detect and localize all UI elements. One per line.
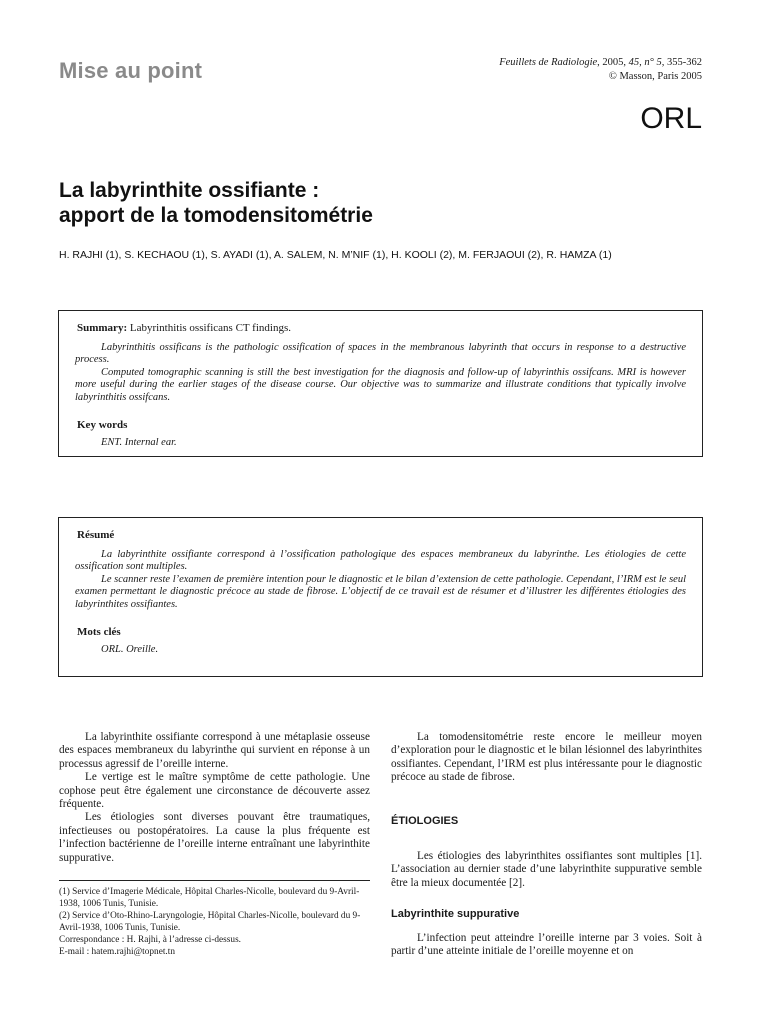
summary-paragraph: Computed tomographic scanning is still the best investigation for the diagnosis and follow-up of labyrinthis ossifcans. MRI is however more useful during the earlier stages of the disease course. Our objective was to summarize and illustrate conditions that typically involve labyrinthitis ossifcans. bbox=[75, 366, 686, 403]
journal-citation bbox=[499, 56, 702, 84]
title-line-2: apport de la tomodensitométrie bbox=[59, 204, 373, 227]
keywords: ENT. Internal ear. bbox=[101, 437, 177, 449]
journal-volume: 45, n° 5, bbox=[628, 57, 665, 68]
mots-cles-title: Mots clés bbox=[77, 625, 121, 638]
subsection-heading-suppurative: Labyrinthite suppurative bbox=[391, 908, 520, 921]
journal-year: , 2005, bbox=[597, 57, 629, 68]
section-label: Mise au point bbox=[59, 58, 203, 83]
section-heading-etiologies: ÉTIOLOGIES bbox=[391, 814, 459, 827]
body-left-column bbox=[59, 731, 370, 865]
mots-cles: ORL. Oreille. bbox=[101, 644, 159, 656]
footnote-correspondence: Correspondance : H. Rajhi, à l’adresse ci-dessus. bbox=[59, 935, 242, 945]
summary-label: Summary: bbox=[77, 322, 128, 334]
body-paragraph: Les étiologies des labyrinthites ossifiantes sont multiples [1]. L’association au dernier stade d’une labyrinthite suppurative semble être la mieux documentée [2]. bbox=[391, 850, 702, 889]
footnote-affiliation-2: (2) Service d’Oto-Rhino-Laryngologie, Hôpital Charles-Nicolle, boulevard du 9-Avril-1938, 1006 Tunis, Tunisie. bbox=[59, 911, 361, 933]
footnotes bbox=[59, 880, 370, 958]
rubric-label: ORL bbox=[640, 102, 702, 135]
journal-name: Feuillets de Radiologie bbox=[499, 57, 598, 68]
resume-paragraph: Le scanner reste l’examen de première intention pour le diagnostic et le bilan d’extension de cette pathologie. Cependant, l’IRM est le seul examen permettant le diagnostic précoce au stade de fibrose. L’objectif de ce travail est de résumer et d’illustrer les différentes étiologies des labyrinthites ossifiantes. bbox=[75, 573, 686, 610]
body-paragraph: La tomodensitométrie reste encore le meilleur moyen d’exploration pour le diagnostic et le bilan lésionnel des labyrinthites ossifiantes. Cependant, l’IRM est plus intéressante pour le diagnostic précoce au stade de fibrose. bbox=[391, 731, 702, 784]
copyright: © Masson, Paris 2005 bbox=[608, 71, 702, 82]
resume-box bbox=[58, 517, 703, 677]
footnote-affiliation-1: (1) Service d’Imagerie Médicale, Hôpital Charles-Nicolle, boulevard du 9-Avril-1938, 1006 Tunis, Tunisie. bbox=[59, 887, 360, 909]
article-title bbox=[59, 178, 373, 228]
resume-heading bbox=[77, 529, 686, 542]
body-right-column bbox=[391, 731, 702, 958]
body-paragraph: La labyrinthite ossifiante correspond à une métaplasie osseuse des espaces membraneux du labyrinthe qui survient en réponse à un processus agressif de l’oreille interne. bbox=[59, 731, 370, 770]
body-paragraph: L’infection peut atteindre l’oreille interne par 3 voies. Soit à partir d’une atteinte initiale de l’oreille moyenne et on bbox=[391, 931, 702, 958]
body-paragraph: Le vertige est le maître symptôme de cette pathologie. Une cophose peut être également une circonstance de découverte assez fréquente. bbox=[59, 771, 370, 811]
summary-title: Labyrinthitis ossificans CT findings. bbox=[127, 322, 291, 334]
summary-box bbox=[58, 310, 703, 457]
footnote-email: E-mail : hatem.rajhi@topnet.tn bbox=[59, 947, 175, 957]
resume-paragraph: La labyrinthite ossifiante correspond à l’ossification pathologique des espaces membraneux du labyrinthe. Les étiologies de cette ossification sont multiples. bbox=[75, 548, 686, 573]
summary-heading bbox=[77, 322, 686, 335]
title-line-1: La labyrinthite ossifiante : bbox=[59, 179, 320, 202]
journal-pages: 355-362 bbox=[664, 57, 702, 68]
summary-paragraph: Labyrinthitis ossificans is the pathologic ossification of spaces in the membranous labyrinth that occurs in response to a destructive process. bbox=[75, 341, 686, 366]
author-list: H. RAJHI (1), S. KECHAOU (1), S. AYADI (1), A. SALEM, N. M’NIF (1), H. KOOLI (2), M. FERJAOUI (2), R. HAMZA (1) bbox=[59, 249, 612, 261]
resume-label: Résumé bbox=[77, 529, 115, 541]
keywords-title: Key words bbox=[77, 418, 128, 431]
body-paragraph: Les étiologies sont diverses pouvant être traumatiques, infectieuses ou postopératoires. La cause la plus fréquente est l’infection bactérienne de l’oreille interne entraînant une labyrinthite suppurative. bbox=[59, 811, 370, 864]
